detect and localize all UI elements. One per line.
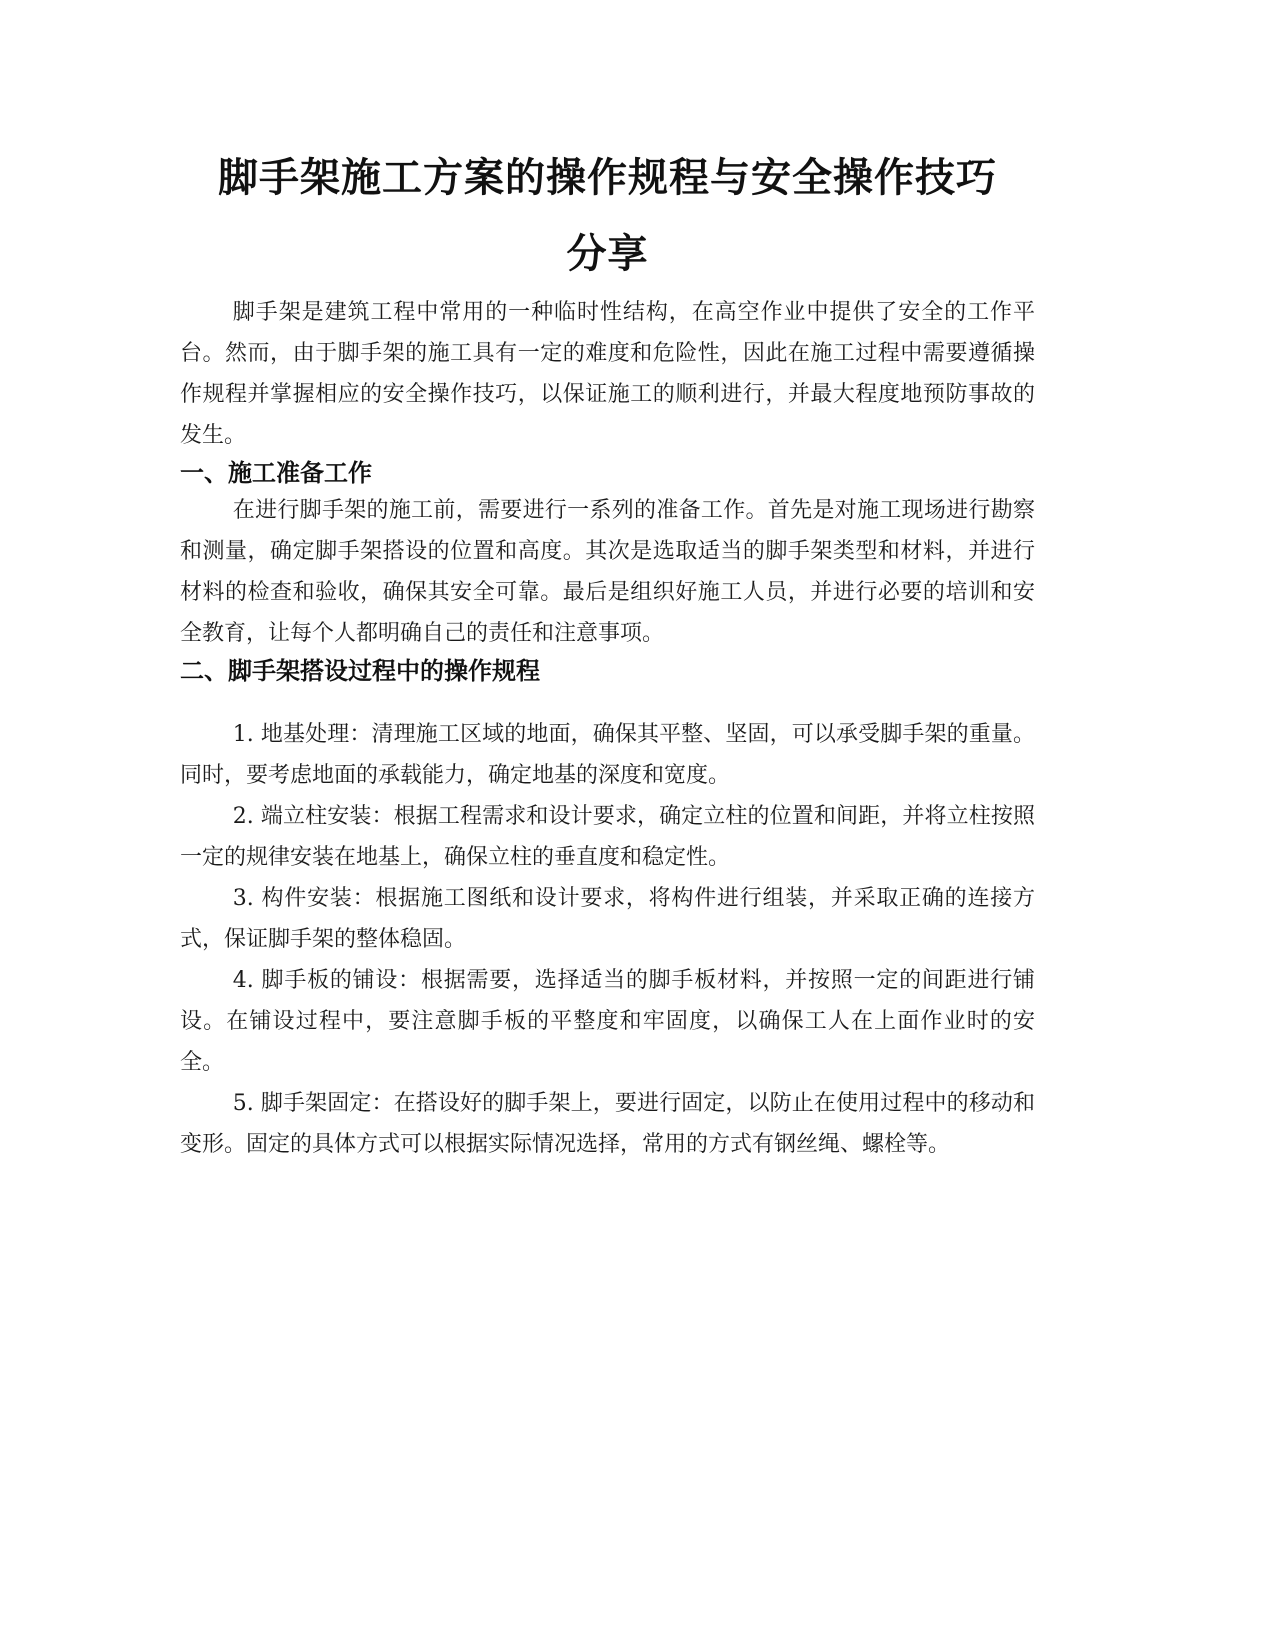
procedure-item-posts: 2. 端立柱安装：根据工程需求和设计要求，确定立柱的位置和间距，并将立柱按照一定的规律安装在地基上，确保立柱的垂直度和稳定性。 [180, 804, 1035, 870]
title-line-2: 分享 [566, 231, 649, 277]
procedure-item-fixing: 5. 脚手架固定：在搭设好的脚手架上，要进行固定，以防止在使用过程中的移动和变形。固定的具体方式可以根据实际情况选择，常用的方式有钢丝绳、螺栓等。 [180, 1091, 1035, 1157]
section-heading-preparation: 一、施工准备工作 [180, 459, 372, 487]
title-line-1: 脚手架施工方案的操作规程与安全操作技巧 [218, 155, 997, 201]
procedure-item-planks: 4. 脚手板的铺设：根据需要，选择适当的脚手板材料，并按照一定的间距进行铺设。在铺设过程中，要注意脚手板的平整度和牢固度，以确保工人在上面作业时的安全。 [180, 968, 1035, 1075]
section-heading-procedures: 二、脚手架搭设过程中的操作规程 [180, 657, 540, 685]
preparation-paragraph: 在进行脚手架的施工前，需要进行一系列的准备工作。首先是对施工现场进行勘察和测量，确定脚手架搭设的位置和高度。其次是选取适当的脚手架类型和材料，并进行材料的检查和验收，确保其安全可靠。最后是组织好施工人员，并进行必要的培训和安全教育，让每个人都明确自己的责任和注意事项。 [180, 498, 1035, 646]
document-title [180, 140, 1035, 292]
procedure-item-components: 3. 构件安装：根据施工图纸和设计要求，将构件进行组装，并采取正确的连接方式，保证脚手架的整体稳固。 [180, 886, 1035, 952]
procedure-item-foundation: 1. 地基处理：清理施工区域的地面，确保其平整、坚固，可以承受脚手架的重量。同时，要考虑地面的承载能力，确定地基的深度和宽度。 [180, 722, 1035, 788]
intro-paragraph: 脚手架是建筑工程中常用的一种临时性结构，在高空作业中提供了安全的工作平台。然而，由于脚手架的施工具有一定的难度和危险性，因此在施工过程中需要遵循操作规程并掌握相应的安全操作技巧，以保证施工的顺利进行，并最大程度地预防事故的发生。 [180, 300, 1035, 448]
document-page [180, 140, 1035, 1165]
